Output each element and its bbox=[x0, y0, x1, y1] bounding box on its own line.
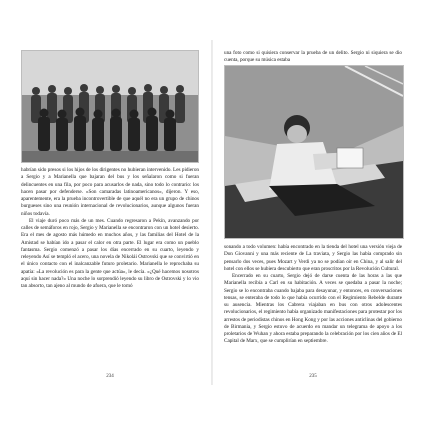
right-page-top-text bbox=[224, 50, 402, 65]
group-photo bbox=[21, 50, 199, 163]
paragraph: una foto como si quisiera conservar la prueba de un delito. Sergio ni siquiera se dio cuenta, porque su música estaba bbox=[224, 50, 402, 64]
paragraph: sonando a todo volumen: había encontrado en la tienda del hotel una versión vieja de Don Giovanni y una más reciente de La traviata, y Sergio las había comprado sin pensarlo dos veces, pues Mozart y Verdi ya no se podían oír en China, y al salir del hotel con ellos se hubiera descubierto que eran proscritos por la Revolución Cultural. bbox=[224, 244, 402, 272]
paragraph: El viaje duró poco más de un mes. Cuando regresaron a Pekín, avanzando por calles de semáforos en rojo, Sergio y Marianella se encontraron con un hotel desierto. Era el mes de agosto más húmedo en muchos años, y las familias del Hotel de la Amistad se habían ido a pasar el calor en otra parte. El lugar era como un pueblo fantasma. Sergio comenzó a pasar los días encerrado en su cuarto, leyendo y releyendo Así se templó el acero, una novela de Nikolái Ostrovski que se convirtió en el único contacto con el inalcanzable futuro proletario. Marianella le reprochaba su apatía: «La revolución es para la gente que actúa», le decía. «¿Qué hacemos nosotros aquí sin hacer nada?» Una noche lo sorprendió leyendo su libro de Ostrovski y lo vio tan absorto, tan ajeno al mundo de afuera, que le tomó bbox=[21, 217, 199, 289]
left-page bbox=[21, 50, 199, 379]
page-number: 234 bbox=[106, 374, 114, 379]
group-photo-illustration bbox=[22, 51, 198, 162]
reading-man-photo bbox=[224, 65, 404, 239]
reading-man-illustration bbox=[225, 66, 403, 238]
right-page-text bbox=[224, 244, 402, 346]
left-page-text bbox=[21, 167, 199, 290]
page-number: 235 bbox=[309, 374, 317, 379]
paragraph: Encerrado en su cuarto, Sergio dejó de darse cuenta de las horas a las que Marianella recibía a Carl en su habitación. A veces se quedaba a pasar la noche; Sergio se lo encontraba cuando bajaba para desayunar, y entonces, en conversaciones tensas, se enteraba de todo lo que había ocurrido con el Regimiento Rebelde durante su ausencia. Mientras los Cabrera viajaban en bus con otros adolescentes revolucionarios, el regimiento había organizado manifestaciones para protestar por los arrestos de periodistas chinos en Hong Kong y por las acciones anticlinas del gobierno de Birmania, y Sergio estuvo de acuerdo en mandar un telegrama de apoyo a los proletarios de Wuhan y ahora estaba preparando la celebración por los cien años de El Capital de Marx, que se cumplirían en septiembre. bbox=[224, 273, 402, 345]
book-gutter bbox=[211, 40, 213, 385]
right-page bbox=[224, 50, 402, 379]
paragraph: habrían sido presos si los hijos de los dirigentes no hubieran intervenido. Les pidieron a Sergio y a Marianella que bajaran del bus y los señalaron como si fueran delincuentes en una fila, por poco para acusarlos de nada, sino todo lo contrario: los hacen pasar por defenderse. «Son camaradas latinoamericanos», dijeron. Y eso, aparentemente, era la prueba incontrovertible de que aquél no era un grupo de chinos burgueses sino una reunión internacional de revolucionarios, aunque algunos fueran niños todavía. bbox=[21, 167, 199, 217]
